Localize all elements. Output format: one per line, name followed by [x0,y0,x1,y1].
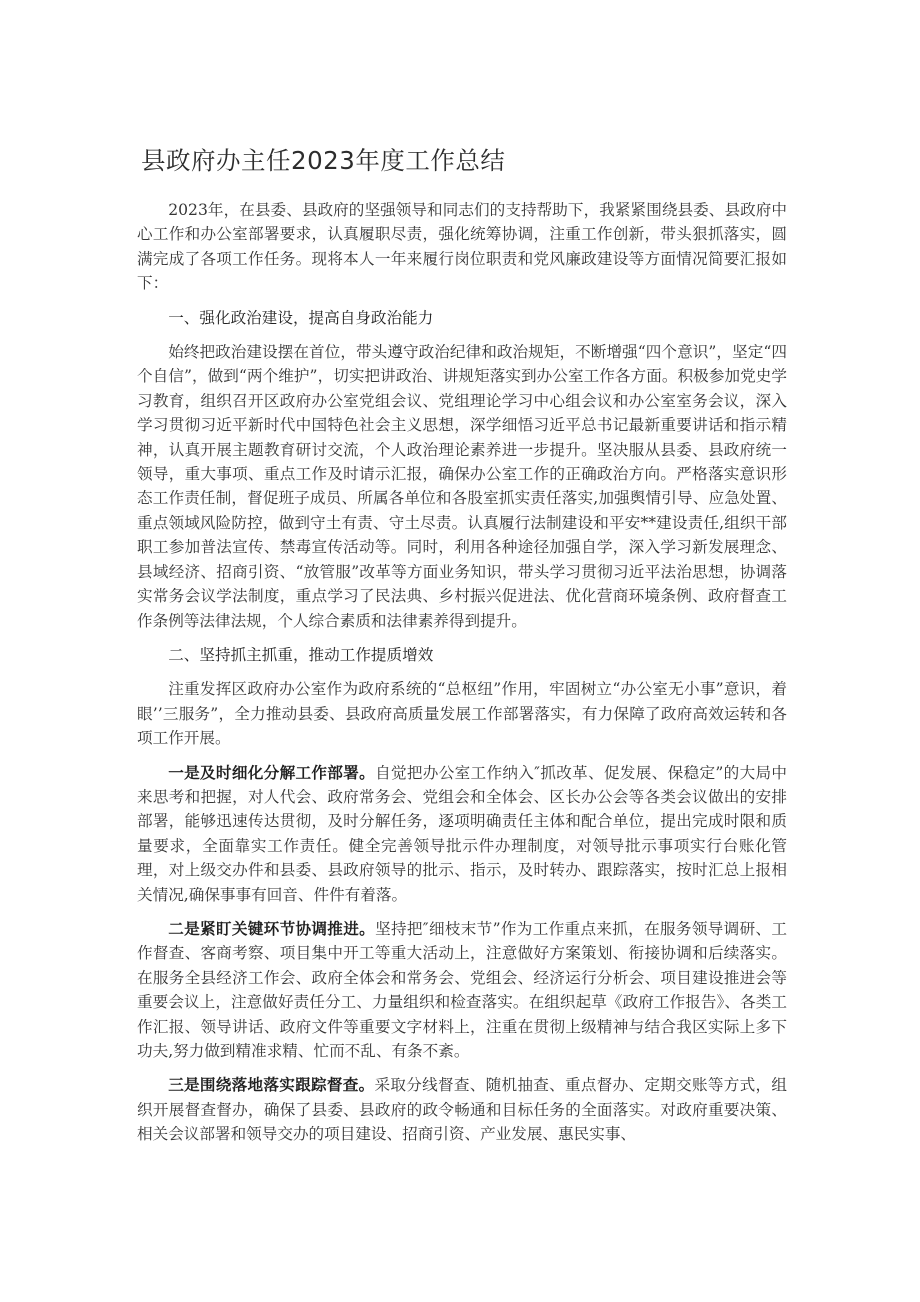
section-1-paragraph: 始终把政治建设摆在首位，带头遵守政治纪律和政治规矩，不断增强“四个意识”，坚定“四个自信”，做到“两个维护”，切实把讲政治、讲规矩落实到办公室工作各方面。积极参加党史学习教育，组织召开区政府办公室党组会议、党组理论学习中心组会议和办公室室务会议，深入学习贯彻习近平新时代中国特色社会主义思想，深学细悟习近平总书记最新重要讲话和指示精神，认真开展主题教育研讨交流，个人政治理论素养进一步提升。坚决服从县委、县政府统一领导，重大事项、重点工作及时请示汇报，确保办公室工作的正确政治方向。严格落实意识形态工作责任制，督促班子成员、所属各单位和各股室抓实责任落实,加强舆情引导、应急处置、重点领域风险防控，做到守土有责、守土尽责。认真履行法制建设和平安**建设责任,组织干部职工参加普法宣传、禁毒宣传活动等。同时，利用各种途径加强自学，深入学习新发展理念、县域经济、招商引资、“放管服”改革等方面业务知识，带头学习贯彻习近平法治思想，协调落实常务会议学法制度，重点学习了民法典、乡村振兴促进法、优化营商环境条例、政府督查工作条例等法律法规，个人综合素质和法律素养得到提升。 [137,343,787,630]
item-3-paragraph [137,1073,787,1146]
item-1-lead: 一是及时细化分解工作部署。 [168,762,376,782]
intro-paragraph: 2023年，在县委、县政府的坚强领导和同志们的支持帮助下，我紧紧围绕县委、县政府中心工作和办公室部署要求，认真履职尽责，强化统筹协调，注重工作创新，带头狠抓落实，圆满完成了各项工作任务。现将本人一年来履行岗位职责和党风廉政建设等方面情况简要汇报如下： [137,201,787,293]
document-title: 县政府办主任2023年度工作总结 [141,146,506,175]
item-2-lead: 二是紧盯关键环节协调推进。 [168,918,376,938]
section-2-intro-paragraph: 注重发挥区政府办公室作为政府系统的“总枢纽”作用，牢固树立“办公室无小事”意识，着眼’’三服务”，全力推动县委、县政府高质量发展工作部署落实，有力保障了政府高效运转和各项工作开展。 [137,680,787,748]
item-3-lead: 三是围绕落地落实跟踪督查。 [168,1075,375,1095]
item-2-paragraph [137,917,787,1063]
item-1-body: 自觉把办公室工作纳入″抓改革、促发展、保稳定”的大局中来思考和把握，对人代会、政府常务会、党组会和全体会、区长办公会等各类会议做出的安排部署，能够迅速传达贯彻，及时分解任务，逐项明确责任主体和配合单位，提出完成时限和质量要求，全面靠实工作责任。健全完善领导批示件办理制度，对领导批示事项实行台账化管理，对上级交办件和县委、县政府领导的批示、指示，及时转办、跟踪落实，按时汇总上报相关情况,确保事事有回音、件件有着落。 [137,763,787,904]
item-1-paragraph [137,761,787,907]
section-1-heading: 一、强化政治建设，提高自身政治能力 [168,308,434,327]
item-2-body: 坚持把″细枝末节”作为工作重点来抓，在服务领导调研、工作督查、客商考察、项目集中开工等重大活动上，注意做好方案策划、衔接协调和后续落实。在服务全县经济工作会、政府全体会和常务会、党组会、经济运行分析会、项目建设推进会等重要会议上，注意做好责任分工、力量组织和检查落实。在组织起草《政府工作报告》、各类工作汇报、领导讲话、政府文件等重要文字材料上，注重在贯彻上级精神与结合我区实际上多下功夫,努力做到精准求精、忙而不乱、有条不紊。 [137,919,787,1060]
document-page [137,144,787,1157]
section-2-heading: 二、坚持抓主抓重，推动工作提质增效 [168,645,434,664]
item-3-body: 采取分线督查、随机抽查、重点督办、定期交账等方式，组织开展督查督办，确保了县委、县政府的政令畅通和目标任务的全面落实。对政府重要决策、相关会议部署和领导交办的项目建设、招商引资、产业发展、惠民实事、 [137,1076,787,1144]
